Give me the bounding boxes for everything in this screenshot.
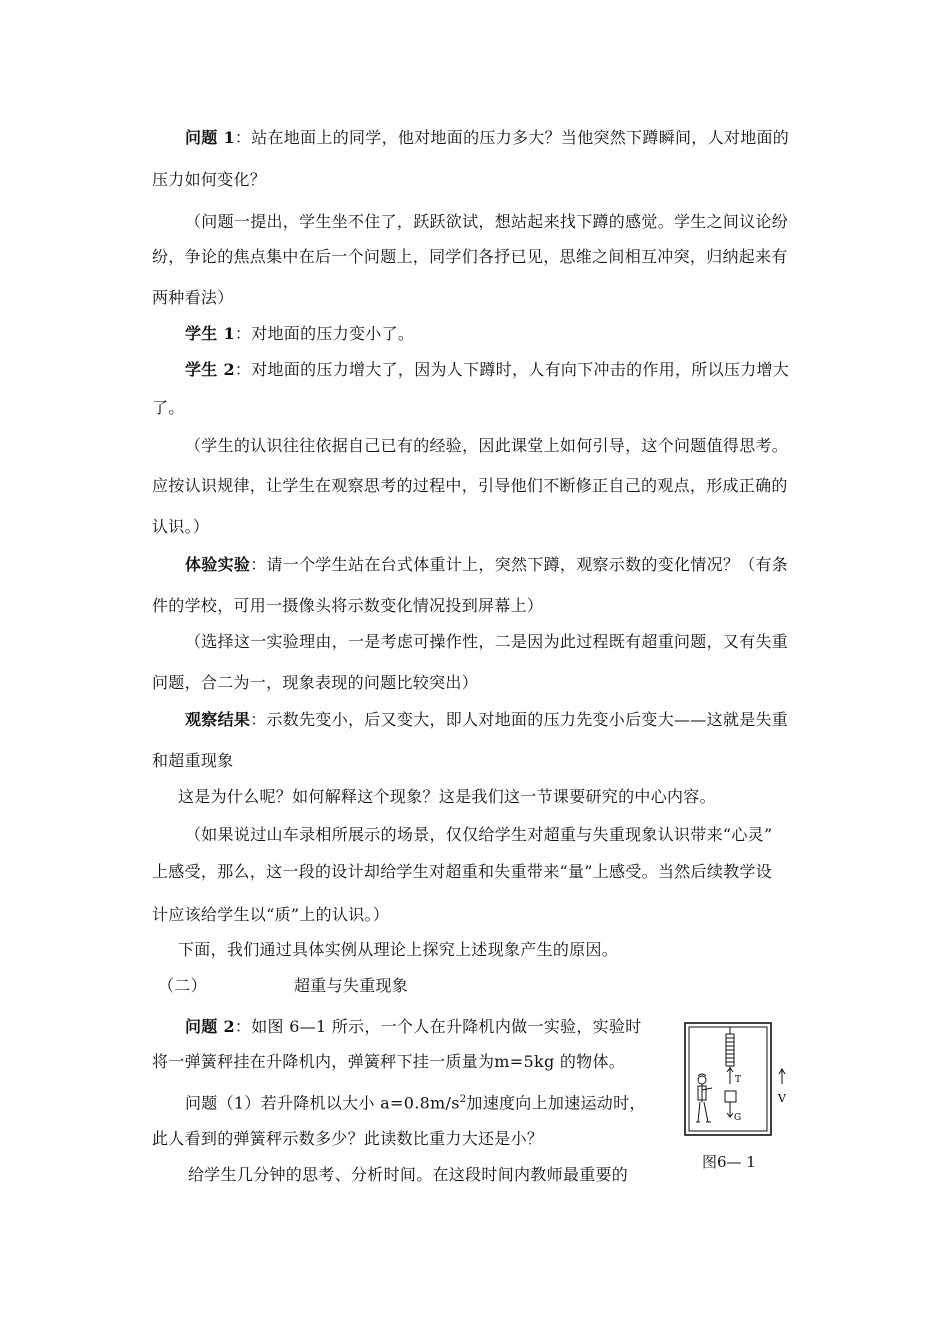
paragraph-student-2 xyxy=(185,360,789,380)
question-2-text-cont: 将一弹簧秤挂在升降机内，弹簧秤下挂一质量为m=5kg 的物体。 xyxy=(152,1052,626,1071)
velocity-label: V xyxy=(778,1092,786,1105)
note-1-line-2: 纷，争论的焦点集中在后一个问题上，同学们各抒已见，思维之间相互冲突，归纳起来有 xyxy=(152,247,788,266)
mass-block xyxy=(725,1091,736,1102)
paragraph-why: 这是为什么呢？如何解释这个现象？这是我们这一节课要研究的中心内容。 xyxy=(178,787,716,806)
note-1-line-1: （问题一提出，学生坐不住了，跃跃欲试，想站起来找下蹲的感觉。学生之间议论纷 xyxy=(185,212,789,231)
elevator-frame-inner xyxy=(689,1027,767,1131)
paragraph-question-2-1 xyxy=(185,1090,646,1113)
question-1-text: ：站在地面上的同学，他对地面的压力多大？当他突然下蹲瞬间，人对地面的 xyxy=(234,128,790,147)
question-1-text-cont: 压力如何变化？ xyxy=(152,170,267,189)
question-1-label: 问题 1 xyxy=(185,128,235,147)
question-2-1-text-cont: 此人看到的弹簧秤示数多少？此读数比重力大还是小？ xyxy=(152,1129,544,1148)
paragraph-next: 下面，我们通过具体实例从理论上探究上述现象产生的原因。 xyxy=(178,940,619,959)
student-2-label: 学生 2 xyxy=(185,360,235,379)
paragraph-question-1 xyxy=(185,128,789,148)
experiment-text-cont: 件的学校，可用一摄像头将示数变化情况投到屏幕上） xyxy=(152,596,544,615)
experiment-label: 体验实验 xyxy=(185,555,251,574)
note-4-line-1: （如果说过山车录相所展示的场景，仅仅给学生对超重与失重现象认识带来“心灵” xyxy=(185,825,773,844)
section-number: （二） xyxy=(158,976,207,995)
figure-caption: 图6— 1 xyxy=(702,1153,756,1171)
note-4-line-2: 上感受，那么，这一段的设计却给学生对超重和失重带来“量”上感受。当然后续教学设 xyxy=(152,862,773,881)
paragraph-question-2 xyxy=(185,1017,642,1037)
note-1-line-3: 两种看法） xyxy=(152,288,234,307)
spring-scale-icon xyxy=(726,1027,734,1084)
paragraph-experiment xyxy=(185,555,788,575)
paragraph-thinking-time: 给学生几分钟的思考、分析时间。在这段时间内教师最重要的 xyxy=(188,1165,629,1184)
note-2-line-3: 认识。） xyxy=(152,517,210,536)
note-3-line-2: 问题，合二为一，现象表现的问题比较突出） xyxy=(152,673,479,692)
superscript-2: 2 xyxy=(459,1094,467,1105)
person-icon xyxy=(696,1074,712,1122)
tension-label: T xyxy=(735,1075,742,1085)
paragraph-observation xyxy=(185,710,788,730)
observation-text-cont: 和超重现象 xyxy=(152,751,234,770)
note-2-line-2: 应按认识规律，让学生在观察思考的过程中，引导他们不断修正自己的观点，形成正确的 xyxy=(152,476,788,495)
paragraph-student-1 xyxy=(185,324,414,344)
velocity-arrow-icon xyxy=(772,1066,792,1116)
student-1-text: ：对地面的压力变小了。 xyxy=(234,324,415,343)
question-2-label: 问题 2 xyxy=(185,1017,235,1036)
observation-label: 观察结果 xyxy=(185,710,251,729)
note-3-line-1: （选择这一实验理由，一是考虑可操作性，二是因为此过程既有超重问题，又有失重 xyxy=(185,632,789,651)
student-2-text: ：对地面的压力增大了，因为人下蹲时，人有向下冲击的作用，所以压力增大 xyxy=(234,360,790,379)
observation-text: ：示数先变小，后又变大，即人对地面的压力先变小后变大——这就是失重 xyxy=(250,710,789,729)
student-2-text-cont: 了。 xyxy=(152,398,185,417)
elevator-diagram xyxy=(684,1022,772,1136)
note-4-line-3: 计应该给学生以“质”上的认识。） xyxy=(152,905,390,924)
question-2-1-text-a: 问题（1）若升降机以大小 a=0.8m/s xyxy=(185,1093,460,1113)
note-2-line-1: （学生的认识往往依据自己已有的经验，因此课堂上如何引导，这个问题值得思考。 xyxy=(185,436,789,455)
question-2-text: ：如图 6—1 所示，一个人在升降机内做一实验，实验时 xyxy=(234,1017,642,1036)
student-1-label: 学生 1 xyxy=(185,324,235,343)
gravity-label: G xyxy=(734,1113,742,1123)
experiment-text: ：请一个学生站在台式体重计上，突然下蹲，观察示数的变化情况？（有条 xyxy=(250,555,789,574)
question-2-1-text-b: 加速度向上加速运动时， xyxy=(466,1093,646,1113)
section-title: 超重与失重现象 xyxy=(294,976,409,995)
